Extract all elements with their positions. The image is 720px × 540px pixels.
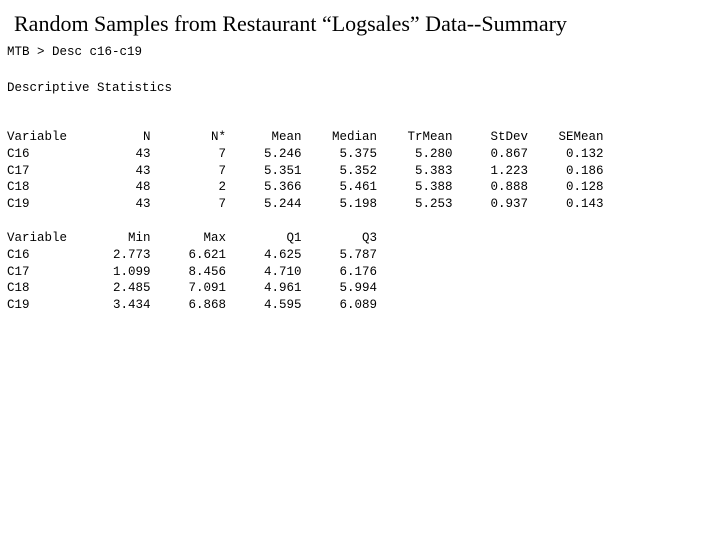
stat-value: 4.595 (263, 298, 302, 313)
column-header: TrMean (407, 130, 453, 144)
variable-name: C16 (7, 146, 30, 161)
column-header: Variable (7, 231, 68, 245)
stat-value: 3.434 (112, 298, 151, 313)
stat-value: 0.132 (565, 146, 604, 161)
stat-value: 48 (135, 180, 151, 195)
variable-name: C16 (7, 247, 30, 262)
stat-value: 5.383 (414, 163, 453, 178)
stat-value: 5.351 (263, 163, 302, 178)
stat-value: 0.937 (490, 197, 528, 212)
column-header: N (142, 130, 151, 144)
slide-title: Random Samples from Restaurant “Logsales” Data--Summary (14, 11, 567, 36)
minitab-command: MTB > Desc c16-c19 (7, 45, 143, 59)
stat-value: 5.375 (339, 146, 377, 161)
stat-value: 8.456 (188, 264, 226, 279)
variable-name: C17 (7, 264, 30, 279)
stat-value: 5.280 (414, 146, 453, 161)
stat-value: 43 (135, 146, 151, 161)
stat-value: 5.388 (414, 180, 453, 195)
table-row (7, 280, 377, 297)
variable-name: C17 (7, 163, 30, 178)
table-row (7, 264, 377, 281)
table-row (7, 247, 377, 264)
column-header: Mean (271, 130, 302, 144)
stat-value: 5.198 (339, 197, 377, 212)
stat-value: 7 (218, 197, 226, 212)
table-row (7, 196, 604, 213)
stat-value: 0.186 (565, 163, 604, 178)
stat-value: 5.994 (339, 281, 377, 296)
table-row (7, 179, 604, 196)
column-header: Variable (7, 130, 68, 144)
stat-value: 0.128 (565, 180, 604, 195)
stat-value: 6.868 (188, 298, 226, 313)
table-row (7, 146, 604, 163)
stat-value: 7 (218, 163, 226, 178)
stat-value: 7.091 (188, 281, 226, 296)
column-header: StDev (490, 130, 528, 144)
stat-value: 5.461 (339, 180, 377, 195)
stat-value: 6.621 (188, 247, 226, 262)
descriptive-stats-table (7, 129, 604, 213)
variable-name: C19 (7, 197, 30, 212)
section-title: Descriptive Statistics (7, 81, 173, 95)
column-header: Min (127, 231, 151, 245)
stat-value: 7 (218, 146, 226, 161)
quartile-table-body (7, 230, 377, 314)
variable-name: C19 (7, 298, 30, 313)
stat-value: 0.867 (490, 146, 528, 161)
stat-value: 2 (218, 180, 226, 195)
stat-value: 5.244 (263, 197, 302, 212)
table-header-row (7, 129, 604, 146)
stat-value: 5.787 (339, 247, 377, 262)
column-header: Max (203, 231, 226, 245)
variable-name: C18 (7, 180, 30, 195)
stat-value: 6.176 (339, 264, 377, 279)
stat-value: 43 (135, 163, 151, 178)
stat-value: 2.485 (112, 281, 151, 296)
column-header: SEMean (558, 130, 604, 144)
stat-value: 4.961 (263, 281, 302, 296)
stat-value: 2.773 (112, 247, 151, 262)
stat-value: 4.625 (263, 247, 302, 262)
quartile-stats-table (7, 230, 377, 314)
stat-value: 1.099 (112, 264, 151, 279)
stats-table-body (7, 129, 604, 213)
stat-value: 4.710 (263, 264, 302, 279)
table-header-row (7, 230, 377, 247)
column-header: Q3 (361, 231, 377, 245)
stat-value: 5.253 (414, 197, 453, 212)
table-row (7, 163, 604, 180)
stat-value: 0.888 (490, 180, 528, 195)
stat-value: 5.352 (339, 163, 377, 178)
stat-value: 6.089 (339, 298, 377, 313)
stat-value: 0.143 (565, 197, 604, 212)
stat-value: 1.223 (490, 163, 528, 178)
column-header: Median (331, 130, 377, 144)
stat-value: 5.246 (263, 146, 302, 161)
table-row (7, 297, 377, 314)
stat-value: 5.366 (263, 180, 302, 195)
variable-name: C18 (7, 281, 30, 296)
column-header: N* (210, 130, 226, 144)
column-header: Q1 (286, 231, 302, 245)
stat-value: 43 (135, 197, 151, 212)
